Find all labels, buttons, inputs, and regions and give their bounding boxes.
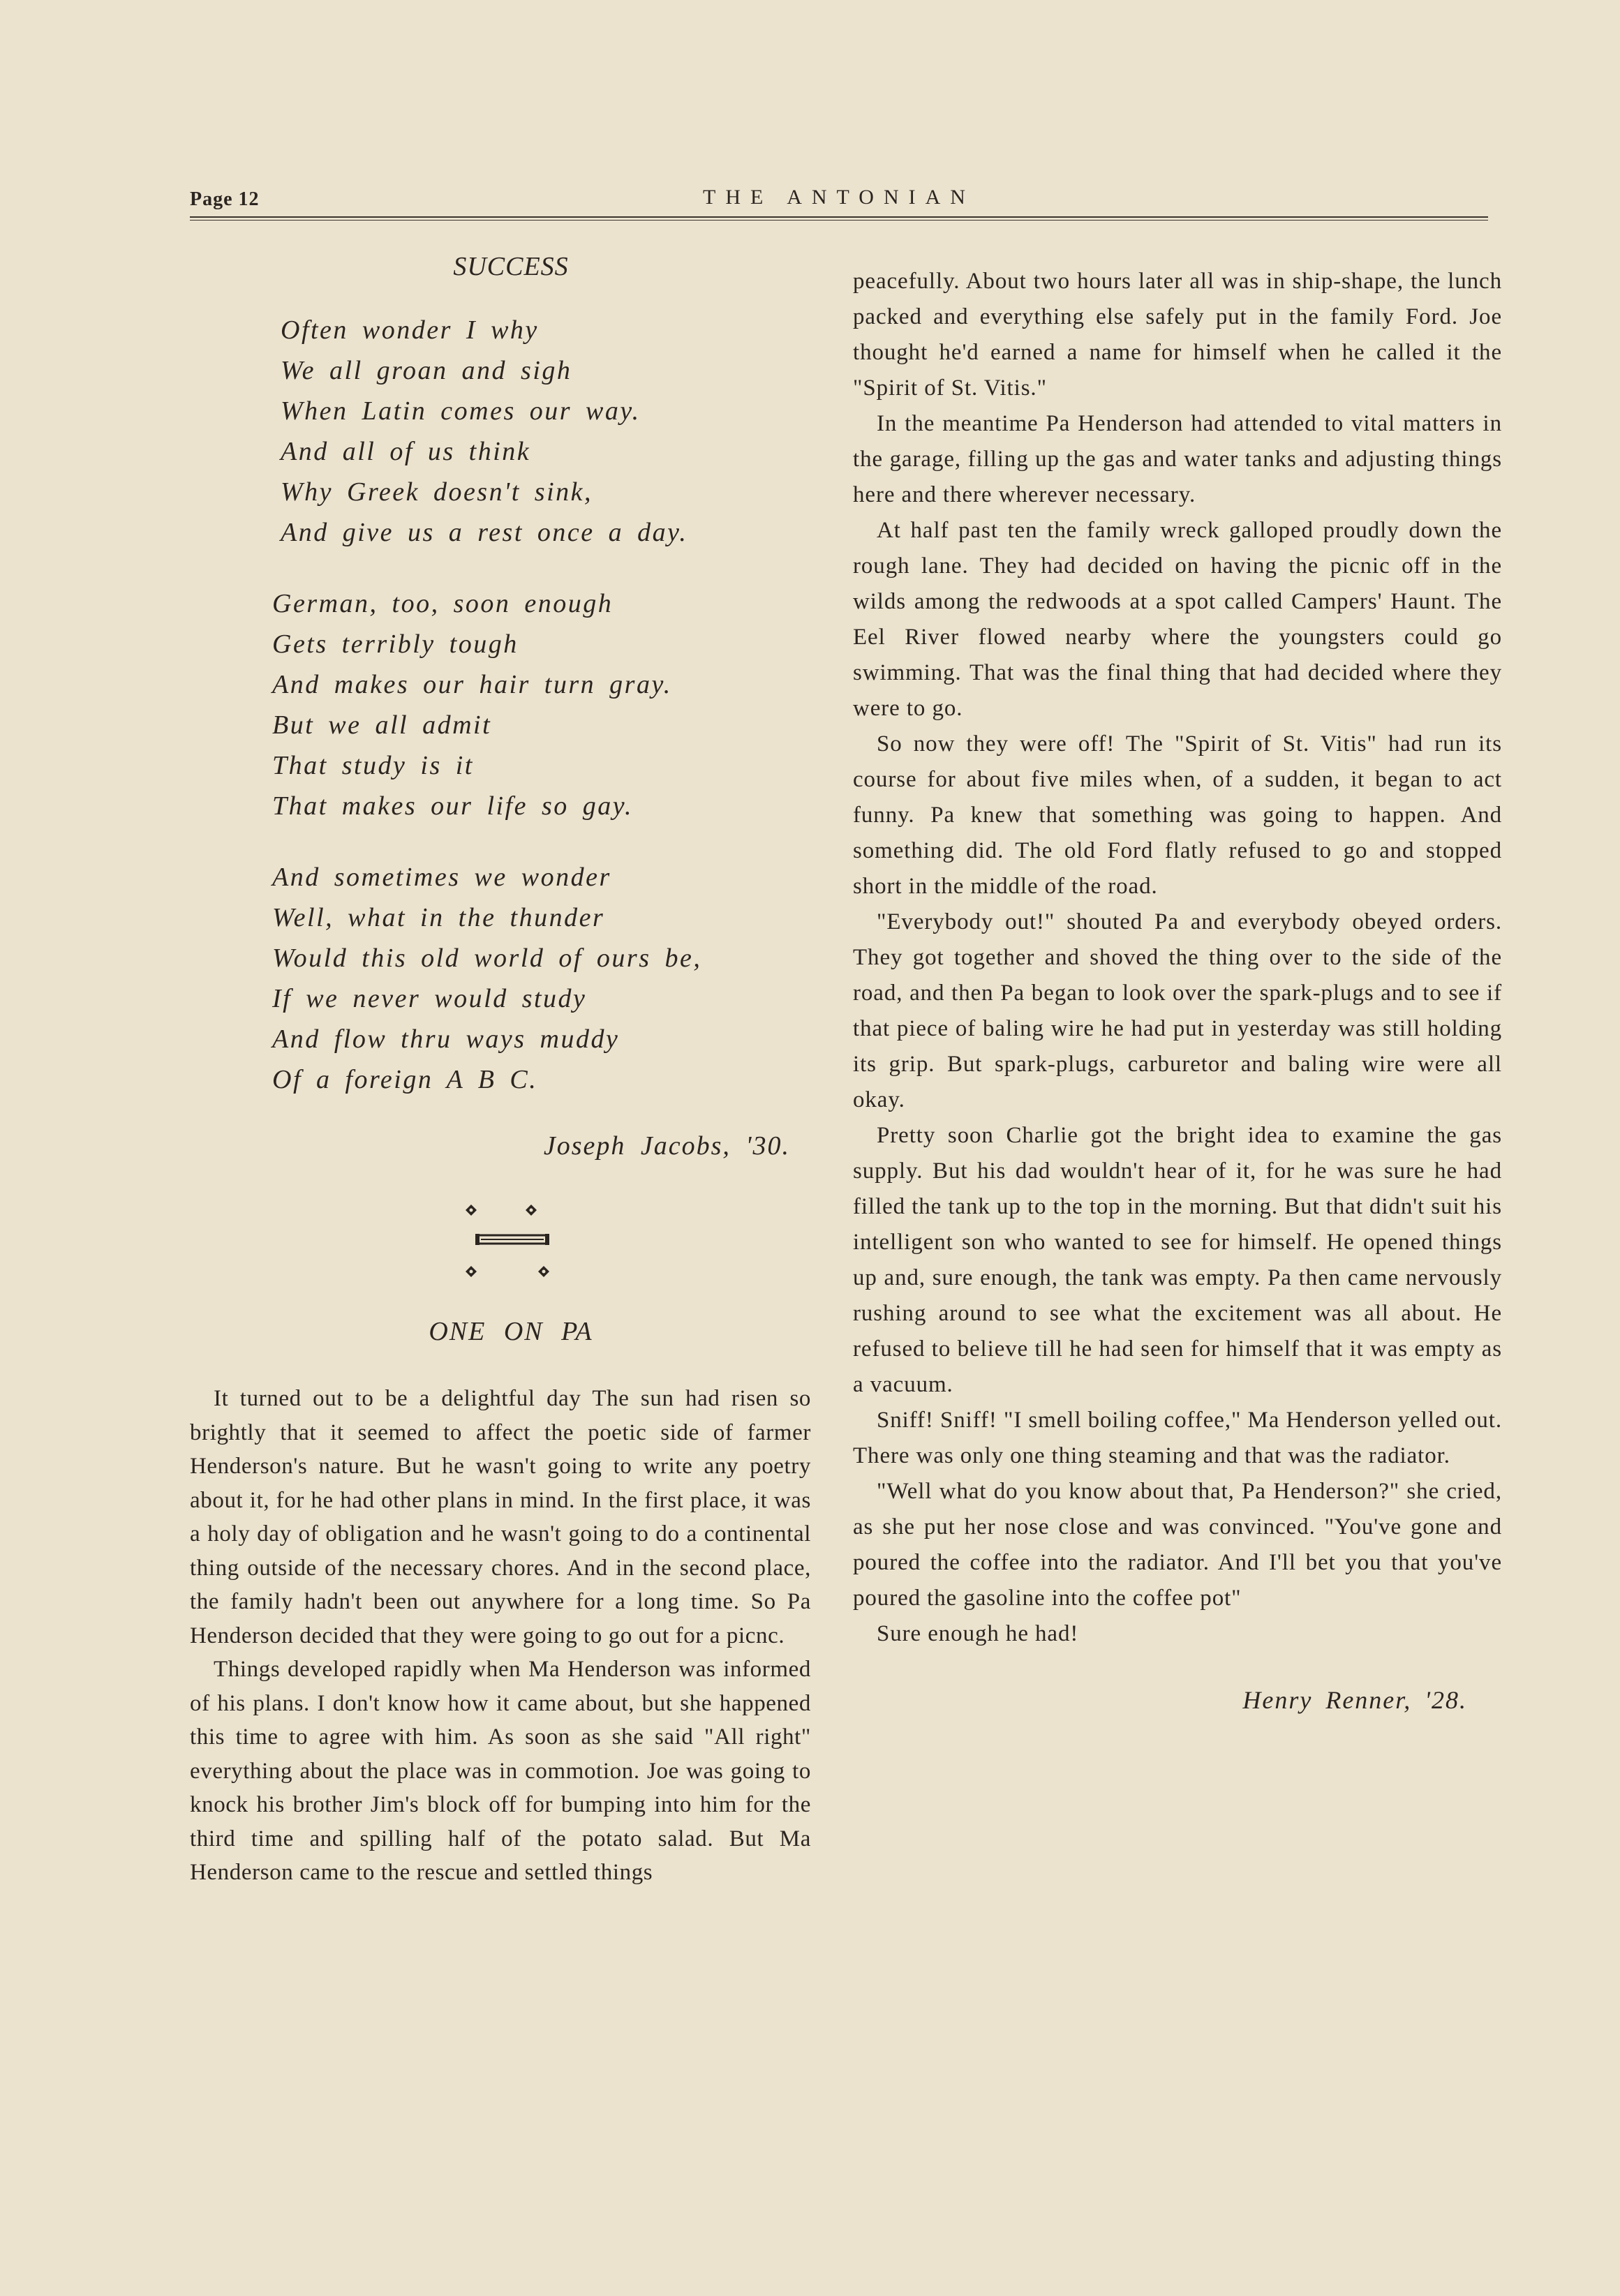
- poem-line: And sometimes we wonder: [272, 863, 611, 892]
- poem-line: Of a foreign A B C.: [272, 1065, 538, 1094]
- story-paragraph: So now they were off! The "Spirit of St. Vitis" had run its course for about five miles when, of a sudden, it began to act funny. Pa knew that something was going to happen. And something did. The old Ford flatly refused to go and stopped short in the middle of the road.: [853, 731, 1502, 899]
- poem-line: And all of us think: [281, 437, 531, 466]
- poem-title: SUCCESS: [453, 252, 569, 281]
- story-paragraph: It turned out to be a delightful day The sun had risen so brightly that it seemed to affect the poetic side of farmer Henderson's nature. But he wasn't going to write any poetry about it, for he had other plans in mind. In the first place, it was a holy day of obligation and he wasn't going to do a continental thing outside of the necessary chores. And in the second place, the family hadn't been out anywhere for a long time. So Pa Henderson decided that they were going to go out for a picnc.: [190, 1386, 811, 1648]
- story-paragraph: Sure enough he had!: [877, 1621, 1079, 1646]
- poem-line: And makes our hair turn gray.: [272, 670, 672, 699]
- story-author: Henry Renner, '28.: [1242, 1686, 1467, 1714]
- page-header: [190, 183, 1488, 218]
- poem-line: If we never would study: [272, 984, 587, 1013]
- poem-stanza-3: [272, 857, 811, 1100]
- left-column: [190, 251, 811, 1890]
- poem-line: Well, what in the thunder: [272, 903, 605, 932]
- poem-line: Gets terribly tough: [272, 629, 519, 659]
- poem-line: Often wonder I why: [281, 315, 539, 345]
- poem-line: That makes our life so gay.: [272, 791, 634, 821]
- ornament-icon: [459, 1196, 563, 1287]
- poem-line: Would this old world of ours be,: [272, 944, 702, 973]
- poem-line: We all groan and sigh: [281, 356, 572, 385]
- story-paragraph: "Well what do you know about that, Pa Henderson?" she cried, as she put her nose close and was convinced. "You've gone and poured the coffee into the radiator. And I'll bet you that you've poured the gasoline into the coffee pot": [853, 1479, 1502, 1611]
- poem-line: And flow thru ways muddy: [272, 1024, 620, 1054]
- story-right-text: [853, 264, 1502, 1652]
- story-left-text: [190, 1382, 811, 1890]
- story-title: ONE ON PA: [429, 1317, 593, 1346]
- story-paragraph: Pretty soon Charlie got the bright idea to examine the gas supply. But his dad wouldn't hear of it, for he was sure he had filled the tank up to the top in the morning. But that didn't suit his intelligent son who wanted to see for himself. He opened things up and, sure enough, the tank was empty. Pa then came nervously rushing around to see what the excitement was all about. He refused to believe till he had seen for himself that it was empty as a vacuum.: [853, 1123, 1502, 1397]
- poem-line: That study is it: [272, 751, 474, 780]
- story-paragraph: peacefully. About two hours later all was in ship-shape, the lunch packed and everything else safely put in the family Ford. Joe thought he'd earned a name for himself when he called it the "Spirit of St. Vitis.": [853, 269, 1502, 401]
- poem-line: When Latin comes our way.: [281, 396, 641, 426]
- poem-line: Why Greek doesn't sink,: [281, 477, 593, 507]
- poem-author: Joseph Jacobs, '30.: [543, 1131, 790, 1161]
- masthead: THE ANTONIAN: [703, 186, 975, 209]
- poem-line: German, too, soon enough: [272, 589, 614, 618]
- poem-stanza-1: [281, 310, 811, 553]
- story-paragraph: In the meantime Pa Henderson had attended to vital matters in the garage, filling up the gas and water tanks and adjusting things here and there wherever necessary.: [853, 411, 1502, 507]
- header-rule: [190, 216, 1488, 221]
- story-paragraph: "Everybody out!" shouted Pa and everybody obeyed orders. They got together and shoved the thing over to the side of the road, and then Pa began to look over the spark-plugs and to see if that piece of baling wire he had put in yesterday was still holding its grip. But spark-plugs, carburetor and baling wire were all okay.: [853, 909, 1502, 1112]
- section-ornament: [190, 1196, 832, 1294]
- story-paragraph: Sniff! Sniff! "I smell boiling coffee," Ma Henderson yelled out. There was only one thing steaming and that was the radiator.: [853, 1408, 1502, 1468]
- poem-line: But we all admit: [272, 710, 492, 740]
- page-number: Page 12: [190, 188, 260, 210]
- story-paragraph: At half past ten the family wreck galloped proudly down the rough lane. They had decided on having the picnic off in the wilds among the redwoods at a spot called Campers' Haunt. The Eel River flowed nearby where the youngsters could go swimming. That was the final thing that had decided where they were to go.: [853, 518, 1502, 721]
- story-paragraph: Things developed rapidly when Ma Henderson was informed of his plans. I don't know how it came about, but she happened this time to agree with him. As soon as she said "All right" everything about the place was in commotion. Joe was going to knock his brother Jim's block off for bumping into him for the third time and spilling half of the potato salad. But Ma Henderson came to the rescue and settled things: [190, 1657, 811, 1885]
- poem-line: And give us a rest once a day.: [281, 518, 688, 547]
- right-column: [853, 264, 1502, 1715]
- poem-stanza-2: [272, 583, 811, 826]
